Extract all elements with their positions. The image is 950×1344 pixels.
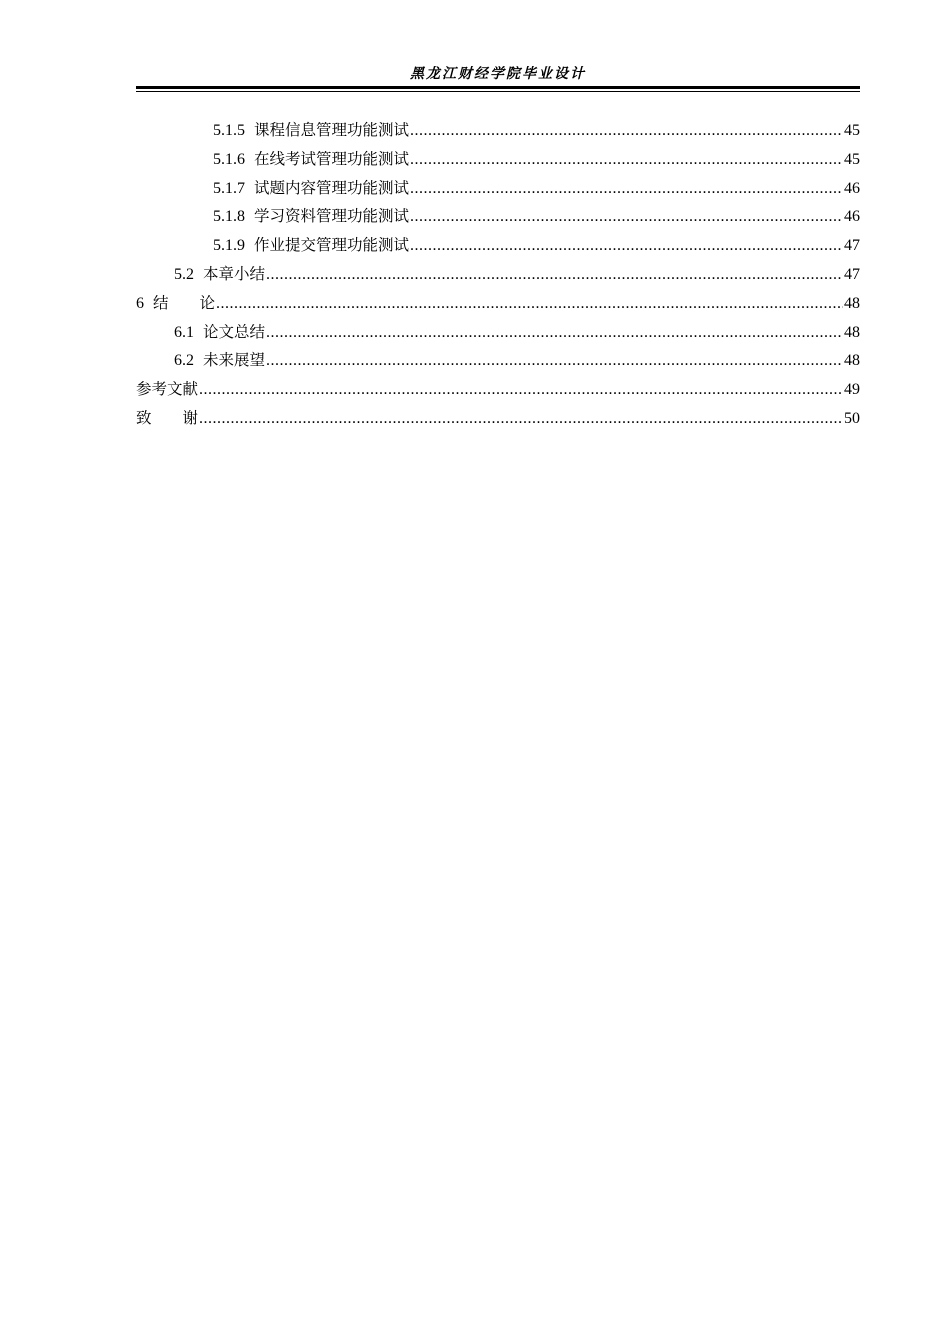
toc-dot-leader [199,405,843,434]
toc-entry-title: 致 谢 [136,408,199,427]
toc-entry-number: 5.1.8 [213,208,245,226]
toc-entry-number: 6.1 [174,323,194,341]
toc-dot-leader [266,261,843,290]
toc-entry-page: 46 [844,208,860,226]
page-header-title: 黑龙江财经学院毕业设计 [410,66,586,82]
toc-entry-number: 5.2 [174,265,194,283]
toc-dot-leader [410,203,843,232]
toc-entry-page: 45 [844,122,860,139]
toc-entry-5-2[interactable] [136,260,860,289]
toc-entry-6-1[interactable] [136,318,860,347]
toc-dot-leader [266,319,843,348]
toc-dot-leader [216,290,843,319]
toc-entry-page: 47 [844,237,860,255]
toc-dot-leader [266,347,843,376]
toc-entry-title: 未来展望 [203,351,266,370]
toc-entry-title: 作业提交管理功能测试 [254,236,410,255]
toc-entry-5-1-5[interactable] [136,116,860,145]
toc-entry-title: 课程信息管理功能测试 [254,121,410,139]
toc-entry-number: 5.1.7 [213,179,245,197]
toc-entry-number: 6.2 [174,352,194,370]
toc-entry-title: 本章小结 [203,264,266,283]
table-of-contents [136,116,860,433]
toc-dot-leader [410,175,843,204]
toc-entry-page: 45 [844,150,860,168]
toc-entry-number: 5.1.6 [213,150,245,168]
toc-entry-5-1-6[interactable] [136,145,860,174]
toc-dot-leader [410,232,843,261]
toc-entry-page: 48 [844,352,860,370]
toc-entry-title: 在线考试管理功能测试 [254,149,410,168]
toc-entry-5-1-7[interactable] [136,174,860,203]
toc-entry-page: 47 [844,265,860,283]
toc-entry-references[interactable] [136,375,860,404]
toc-entry-page: 50 [844,409,860,427]
header-rule-thin [136,91,860,92]
toc-dot-leader [410,117,843,146]
toc-entry-page: 48 [844,294,860,312]
toc-entry-number: 5.1.5 [213,122,245,139]
toc-entry-6-2[interactable] [136,346,860,375]
toc-dot-leader [410,146,843,175]
toc-entry-number: 6 [136,294,144,312]
toc-entry-title: 学习资料管理功能测试 [254,207,410,226]
toc-entry-number: 5.1.9 [213,237,245,255]
toc-entry-6[interactable] [136,289,860,318]
toc-entry-acknowledgements[interactable] [136,404,860,433]
toc-entry-title: 参考文献 [136,380,199,399]
toc-entry-5-1-8[interactable] [136,202,860,231]
toc-entry-5-1-9[interactable] [136,231,860,260]
toc-entry-page: 48 [844,323,860,341]
toc-entry-title: 试题内容管理功能测试 [254,178,410,197]
header-rule-thick [136,86,860,89]
toc-entry-page: 46 [844,179,860,197]
toc-dot-leader [199,376,843,405]
toc-entry-page: 49 [844,381,860,399]
toc-entry-title: 论文总结 [203,322,266,341]
toc-entry-title: 结 论 [153,293,216,312]
